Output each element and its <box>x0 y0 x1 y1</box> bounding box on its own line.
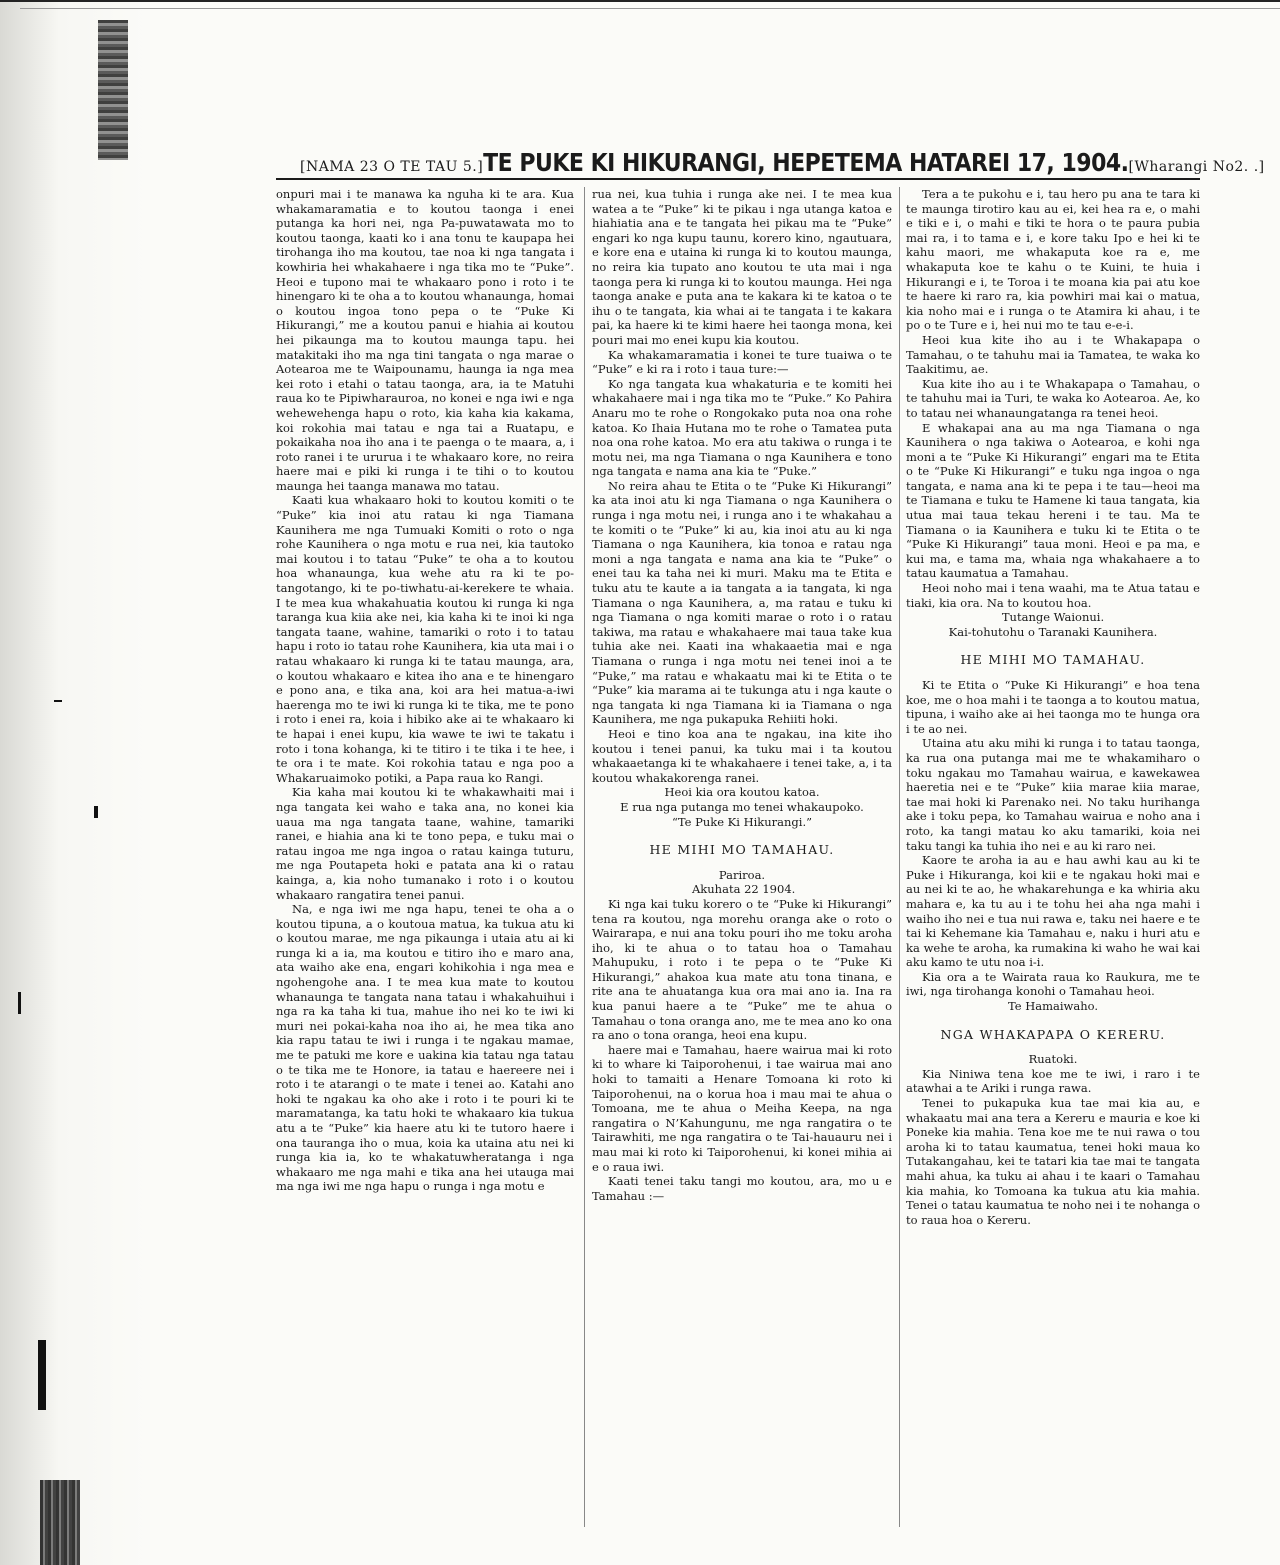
paragraph: Heoi noho mai i tena waahi, ma te Atua tatau e tiaki, kia ora. Na to koutou hoa. <box>906 581 1200 610</box>
dateline-date: Akuhata 22 1904. <box>692 882 796 897</box>
paragraph: E whakapai ana au ma nga Tiamana o nga Kaunihera o nga takiwa o Aotearoa, e kohi nga moni a te “Puke Ki Hikurangi” engari ma te Etita o te “Puke Ki Hikurangi” e tuku nga ingoa o nga tangata, e nama ana ki te pepa i te tau—heoi ma te Tiamana e tuku te Hamene ki taua tangata, kia utua mai taua tekau hereni i te tau. Ma te Tiamana o ia Kaunihera e tuku ki te Etita o te “Puke Ki Hikurangi” taua moni. Heoi e pa ma, e kui ma, e tama ma, whaia nga whakahaere a to tatau kaumatua a Tamahau. <box>906 420 1200 581</box>
column-divider <box>584 187 585 1527</box>
paragraph: Heoi kua kite iho au i te Whakapapa o Tamahau, o te tahuhu mai ia Tamatea, te waka ko Taakitimu, ae. <box>906 332 1200 377</box>
signoff-line: Heoi kia ora koutou katoa. <box>664 785 820 800</box>
signature: Tutange Waionui. <box>1001 610 1105 625</box>
column-3 <box>906 187 1200 1547</box>
edge-speck <box>94 806 98 818</box>
binding-mark-bottom <box>40 1480 80 1565</box>
edge-speck <box>18 992 21 1014</box>
masthead <box>300 146 1265 178</box>
paragraph: haere mai e Tamahau, haere wairua mai ki roto ki to whare ki Taiporohenui, i tae wairua mai ano hoki to tamaiti a Henare Tomoana ki roto ki Taiporohenui, na o korua hoa i mau mai te ahua o Tomoana, me te ahua o Meiha Keepa, na nga rangatira o N’Kahungunu, me nga rangatira o te Tairawhiti, me nga rangatira o te Tai-hauauru nei i mau mai ki roto ki Taiporohenui, ki konei mihia ai e o raua iwi. <box>592 1042 892 1174</box>
page-number: [Wharangi No2. .] <box>1128 159 1265 175</box>
paragraph: Kua kite iho au i te Whakapapa o Tamahau, o te tahuhu mai ia Turi, te waka ko Aotearoa. Ae, ko to tatau nei whanaungatanga ra tenei heoi. <box>906 376 1200 420</box>
section-heading: NGA WHAKAPAPA O KERERU. <box>940 1026 1166 1042</box>
column-2 <box>592 187 892 1547</box>
dateline-place: Pariroa. <box>718 867 766 882</box>
column-divider <box>899 187 900 1527</box>
signature-title: Kai-tohutohu o Taranaki Kaunihera. <box>948 624 1158 639</box>
paragraph: Kia kaha mai koutou ki te whakawhaiti mai i nga tangata kei waho e taka ana, no konei kia uaua ma nga tangata taane, wahine, tamariki ranei, e hiahia ana ki te tono pepa, e tuku mai o ratau ingoa me nga ingoa o ratau kainga tuturu, me nga Poutapeta hoki e patata ana ki o ratau kainga, a, kia noho tumanako i roto i o koutou whakaaro rangatira tenei panui. <box>276 785 574 902</box>
paragraph: Kaore te aroha ia au e hau awhi kau au ki te Puke i Hikuranga, koi kii e te ngakau hoki mai e au nei ki te ao, he whakarehunga e ka whiria aku mahara e, ka tu au i te tohu hei aha nga mahi i waiho iho nei e tua nui rawa e, taku nei haere e te tai ki Kehemane kia Tamahau e, naku i huri atu e ka wehe te aroha, ka rumakina ki waho he wai kai aku kamo te utu noa i-i. <box>906 853 1200 970</box>
paragraph: onpuri mai i te manawa ka nguha ki te ara. Kua whakamaramatia e to koutou taonga i enei putanga ka hori nei, nga Pa-puwatawata mo to koutou taonga, kaati ko i ana tonu te kaupapa hei tirohanga iho ma koutou, tae noa ki nga tangata i kowhiria hei whakahaere i nga tika mo te “Puke”. Heoi e tupono mai te whakaaro pono i roto i te hinengaro ki te oha a to koutou whanaunga, homai o koutou ingoa tono pepa o te “Puke Ki Hikurangi,” me a koutou panui e hiahia ai koutou hei pikaunga ma to koutou maunga tapu. hei matakitaki iho ma nga tini tangata o nga marae o Aotearoa me te Waipounamu, haunga ia nga mea kei roto i etahi o tatau taonga, ara, ia te Matuhi raua ko te Pipiwharauroa, no konei e nga iwi e nga wehewehenga hapu o roto, kia kaha kia kakama, koi rokohia mai tatau e nga tai a Ruatapu, e pokaikaha noa iho ana i te paenga o te maara, a, i roto ranei i te ururua i te whakaaro kore, no reira haere mai e piki ki runga i te tihi o to koutou maunga hei taanga manawa mo tatau. <box>276 187 574 493</box>
signoff-line: E rua nga putanga mo tenei whakaupoko. <box>620 799 864 814</box>
masthead-rule <box>276 178 1200 180</box>
edge-speck <box>54 700 62 702</box>
paragraph: Kaati kua whakaaro hoki to koutou komiti o te “Puke” kia inoi atu ratau ki nga Tiamana Kaunihera me nga Tumuaki Komiti o roto o nga rohe Kaunihera o nga motu e rua nei, kia tautoko mai koutou i to tatau “Puke” te oha a to koutou hoa whanaunga, kua wehe atu ra ki te po-tangotango, ki te po-tiwhatu-ai-kerekere te whaia. I te mea kua whakahuatia koutou ki runga ki nga taranga kua kiia ake nei, kia kaha ki te inoi ki nga tangata taane, wahine, tamariki o roto i to tatau hapu i roto io tatau rohe Kaunihera, kia uta mai i o ratau whakaaro ki runga ki te tatau maunga, ara, o koutou whakaaro e kitea iho ana e te hinengaro e pono ana, e tika ana, koi ara hei matua-a-iwi haerenga mo te iwi ki runga ki te tika, me te pono i roto i enei ra, koia i hibiko ake ai te whakaaro ki te hapai i enei kupu, kia wawe te iwi te takatu i roto i tona kohanga, ki te titiro i te tika i te hee, i te ora i te mate. Koi rokohia tatau e nga poo a Whakaruaimoko potiki, a Papa raua ko Rangi. <box>276 493 574 785</box>
paragraph: Kia Niniwa tena koe me te iwi, i raro i te atawhai a te Ariki i runga rawa. <box>906 1066 1200 1096</box>
paragraph: Kia ora a te Wairata raua ko Raukura, me te iwi, nga tirohanga konohi o Tamahau heoi. <box>906 969 1200 999</box>
scan-top-rule <box>0 0 1280 2</box>
binding-mark-side <box>38 1340 46 1410</box>
paragraph: Kaati tenei taku tangi mo koutou, ara, mo u e Tamahau :— <box>592 1174 892 1203</box>
paragraph: Ki te Etita o “Puke Ki Hikurangi” e hoa tena koe, me o hoa mahi i te taonga a to koutou matua, tipuna, i waiho ake ai hei taonga mo te hunga ora i te ao nei. <box>906 678 1200 736</box>
paragraph: Ko nga tangata kua whakaturia e te komiti hei whakahaere mai i nga tika mo te “Puke.” Ko Pahira Anaru mo te rohe o Rongokako puta noa ona rohe katoa. Ko Ihaia Hutana mo te rohe o Tamatea puta noa ona rohe katoa. Mo era atu takiwa o runga i te motu nei, ma nga Tiamana o nga Kaunihera e tono nga tangata e nama ana kia te “Puke.” <box>592 376 892 479</box>
paragraph: Tenei to pukapuka kua tae mai kia au, e whakaatu mai ana tera a Kereru e mauria e koe ki Poneke kia mahia. Tena koe me te nui rawa o tou aroha ki to tatau kaumatua, tenei hoki maua ko Tutakangahau, kei te tatari kia tae mai te tangata mahi ahua, ka tuku ai ahau i te kaari o Tamahau kia mahia, ko Tomoana ka tukua atu kia mahia. Tenei o tatau kaumatua te noho nei i te nohanga o to raua hoa o Kereru. <box>906 1096 1200 1227</box>
scan-edge <box>0 0 148 1565</box>
signature: Te Hamaiwaho. <box>1007 999 1099 1014</box>
paragraph: Ki nga kai tuku korero o te “Puke ki Hikurangi” tena ra koutou, nga morehu oranga ake o roto o Wairarapa, e nui ana toku pouri iho me toku aroha iho, ki te ahua o to tatau hoa o Tamahau Mahupuku, i roto i te pepa o te “Puke Ki Hikurangi,” ahakoa kua mate atu tona tinana, e rite ana te ahuatanga kua ora mai ano ia. Ina ra kua panui haere a te “Puke” me te ahua o Tamahau o tona oranga ano, me te mea ano ko ona ra ano o tona oranga, heoi ena kupu. <box>592 896 892 1043</box>
paragraph: Utaina atu aku mihi ki runga i to tatau taonga, ka rua ona putanga mai me te whakamiharo o toku ngakau mo Tamahau wairua, e kawekawea haeretia nei e te “Puke” kiia marae kiia marae, tae mai hoki ki Parenako nei. No taku hurihanga ake i toku pepa, ko Tamahau wairua e noho ana i roto, ka tangi matau ko aku tamariki, koia nei taku tangi ka tuhia iho nei e au ki raro nei. <box>906 736 1200 853</box>
column-1 <box>276 187 574 1547</box>
binding-mark-top <box>98 20 128 160</box>
section-heading: HE MIHI MO TAMAHAU. <box>649 842 835 858</box>
scan-top-rule-thin <box>20 8 1280 9</box>
paragraph: rua nei, kua tuhia i runga ake nei. I te mea kua watea a te “Puke” ki te pikau i nga utanga katoa e hiahiatia ana e te tangata hei pikau ma te “Puke” engari ko nga kupu taunu, korero kino, ngautuara, e kore ena e utaina ki runga ki to koutou maunga, no reira kia tupato ano koutou te uta mai i nga taonga pera ki runga ki to koutou maunga. Hei nga taonga anake e puta ana te kakara ki te katoa o te ihu o te tangata, kia whai ai te tangata i te kakara pai, ka haere ki te kimi haere hei taonga mona, kei pouri mai mo enei kupu kia koutou. <box>592 187 892 347</box>
section-heading: HE MIHI MO TAMAHAU. <box>960 652 1146 668</box>
paragraph: Ka whakamaramatia i konei te ture tuaiwa o te “Puke” e ki ra i roto i taua ture:— <box>592 347 892 377</box>
issue-number: [NAMA 23 O TE TAU 5.] <box>300 159 484 175</box>
paragraph: Heoi e tino koa ana te ngakau, ina kite iho koutou i tenei panui, ka tuku mai i ta koutou whakaaetanga ki te whakahaere i tenei take, a, i ta koutou whakakorenga ranei. <box>592 726 892 785</box>
newspaper-title: TE PUKE KI HIKURANGI, HEPETEMA HATAREI 17, 1904. <box>483 149 1129 178</box>
paragraph: Na, e nga iwi me nga hapu, tenei te oha a o koutou tipuna, a o koutoua matua, ka tukua atu ki o koutou marae, me nga pikaunga i utaia atu ai ki runga ki a ia, ma koutou e titiro iho e maro ana, ata waiho ake ena, engari kohikohia i nga mea e ngohengohe ana. I te mea kua mate to koutou whanaunga te tangata nana tatau i whakahuihui i nga ra ka taha ki tua, mahue iho nei ko te iwi ki muri nei pokai-kaha noa iho ai, he mea tika ano kia rapu tatau te iwi i runga i te ngakau mamae, me te patuki me kore e uakina kia tatau nga tatau o te tika me te Honore, ia tatau e haereere nei i roto i te atarangi o te mate i tenei ao. Katahi ano hoki te ngakau ka oho ake i roto i te pouri ki te maramatanga, ka tatu hoki te whakaaro kia tukua atu a te “Puke” kia haere atu ki te tutoro haere i ona tauranga iho o mua, koia ka utaina atu nei ki runga kia ia, ko te whakatuwheratanga i nga whakaaro me nga mahi e tika ana hei utauga mai ma nga iwi me nga hapu o runga i nga motu e <box>276 902 574 1194</box>
paragraph: No reira ahau te Etita o te “Puke Ki Hikurangi” ka ata inoi atu ki nga Tiamana o nga Kaunihera o runga i nga motu nei, i runga ano i te whakahau a te komiti o te “Puke” ki au, kia inoi atu au ki nga Tiamana o nga Kaunihera, kia tonoa e ratau nga moni a nga tangata e nama ana kia te “Puke” o enei tau ka taha nei ki muri. Maku ma te Etita e tuku atu te kaute a ia tangata a ia tangata, ki nga Tiamana o nga Kaunihera, a, ma ratau e tuku ki nga Tiamana o nga komiti marae o roto i o ratau takiwa, ma ratau e whakahaere mai taua take kua tuhia ake nei. Kaati ina whakaaetia mai e nga Tiamana o runga i nga motu nei tenei inoi a te “Puke,” ma ratau e whakaatu mai ki te Etita o te “Puke” kia marama ai te tukunga atu i nga kaute o nga tangata ki nga Tiamana ki ia Tiamana o nga Kaunihera, me nga pukapuka Rehiiti hoki. <box>592 478 892 727</box>
dateline-place: Ruatoki. <box>1028 1052 1078 1067</box>
signoff-line: “Te Puke Ki Hikurangi.” <box>671 814 813 829</box>
paragraph: Tera a te pukohu e i, tau hero pu ana te tara ki te maunga tirotiro kau au ei, kei hea ra e, o mahi e tiki e i, o mahi e tiki te hora o te paura pubia mai ra, i to tama e i, e kore taku Ipo e hei ki te kahu maori, me whakaputa koe ra e, me whakaputa koe te kahu o te Kuini, te huia i Hikurangi e i, te Toroa i te moana kia pai atu koe te haere ki raro ra, kia powhiri mai kai o matua, kia noho mai e i runga o te Atamira ki ahau, i te po o te Ture e i, hei nui mo te tau e-e-i. <box>906 187 1200 333</box>
